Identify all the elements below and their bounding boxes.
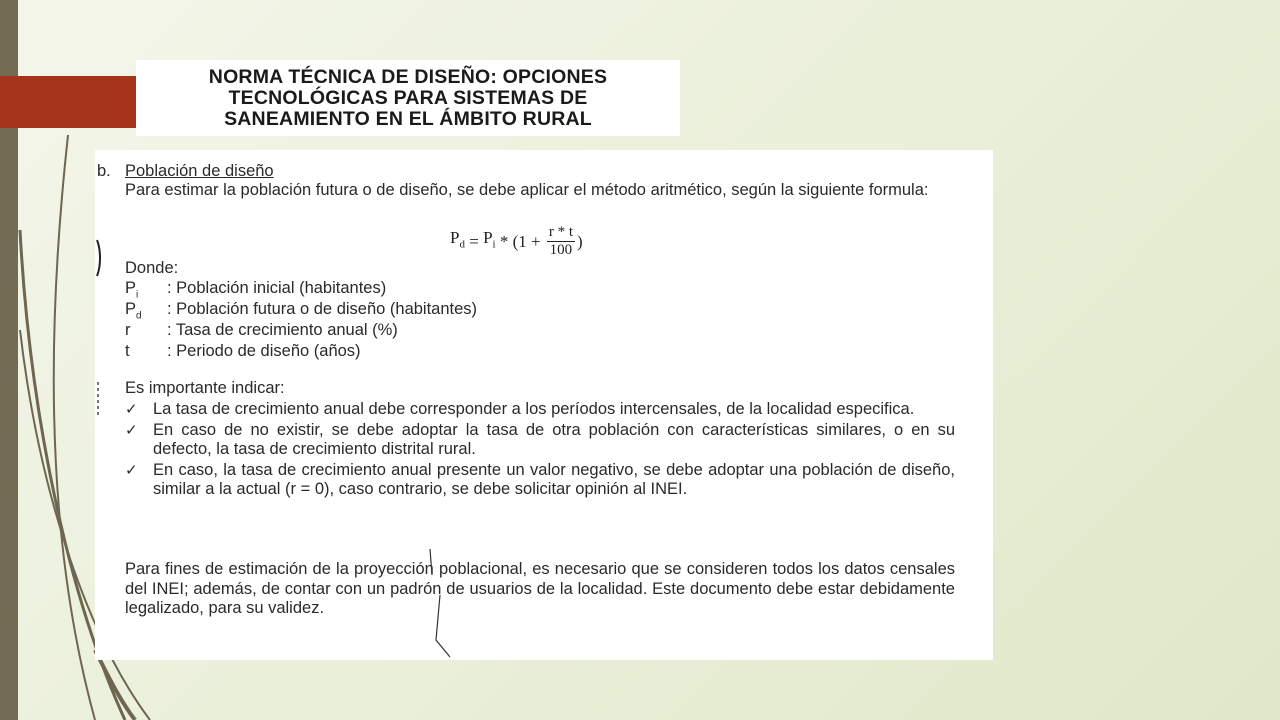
section-title: Población de diseño bbox=[125, 162, 274, 180]
formula-denominator: 100 bbox=[549, 242, 573, 258]
formula-fraction bbox=[547, 224, 575, 259]
title-line: SANEAMIENTO EN EL ÁMBITO RURAL bbox=[224, 107, 592, 130]
title-line: TECNOLÓGICAS PARA SISTEMAS DE bbox=[228, 86, 588, 109]
slide-title bbox=[209, 67, 607, 130]
formula-equals: = bbox=[469, 231, 479, 251]
check-item bbox=[125, 421, 955, 460]
variable-row bbox=[125, 279, 477, 300]
check-text: En caso, la tasa de crecimiento anual presente un valor negativo, se debe adoptar una población de diseño, similar a la actual (r = 0), caso contrario, se debe solicitar opinión al INEI. bbox=[153, 460, 955, 498]
pen-stroke-mark bbox=[420, 545, 460, 660]
donde-label: Donde: bbox=[125, 259, 179, 277]
variable-row bbox=[125, 300, 477, 321]
variable-symbol: $P_i$ bbox=[125, 279, 139, 301]
closing-paragraph: Para fines de estimación de la proyección poblacional, es necesario que se consideren todos los datos censales del INEI; además, de contar con un padrón de usuarios de la localidad. Este documento debe estar debidamente legalizado, para su validez. bbox=[125, 560, 955, 617]
population-formula bbox=[450, 224, 583, 259]
check-item bbox=[125, 461, 955, 500]
formula-mult: * (1 + bbox=[499, 231, 541, 251]
check-text: En caso de no existir, se debe adoptar la tasa de otra población con características similares, o en su defecto, la tasa de crecimiento distrital rural. bbox=[153, 420, 955, 458]
variable-row bbox=[125, 321, 477, 342]
section-letter: b. bbox=[97, 162, 111, 180]
variable-symbol: r bbox=[125, 321, 131, 339]
check-item bbox=[125, 400, 955, 420]
formula-numerator: r * t bbox=[548, 224, 574, 240]
variable-symbol: $P_d$ bbox=[125, 300, 142, 322]
section-heading bbox=[97, 162, 274, 182]
check-icon: ✓ bbox=[125, 401, 138, 418]
variable-description: : Población inicial (habitantes) bbox=[167, 279, 387, 297]
check-icon: ✓ bbox=[125, 461, 138, 479]
variable-symbol: t bbox=[125, 342, 130, 360]
title-line: NORMA TÉCNICA DE DISEÑO: OPCIONES bbox=[208, 65, 608, 88]
variable-description: : Población futura o de diseño (habitantes) bbox=[167, 300, 478, 318]
scanned-document bbox=[95, 150, 993, 660]
title-box bbox=[136, 60, 680, 136]
check-text: La tasa de crecimiento anual debe corresponder a los períodos intercensales, de la localidad especifica. bbox=[153, 400, 915, 418]
variable-list bbox=[125, 279, 477, 363]
formula-rhs-var: $P_i$ bbox=[483, 228, 496, 251]
variable-description: : Periodo de diseño (años) bbox=[167, 342, 361, 360]
variable-row bbox=[125, 342, 477, 363]
formula-close: ) bbox=[577, 231, 583, 251]
variable-description: : Tasa de crecimiento anual (%) bbox=[167, 321, 398, 339]
check-icon: ✓ bbox=[125, 421, 138, 439]
red-accent-block bbox=[0, 76, 140, 128]
intro-paragraph: Para estimar la población futura o de diseño, se debe aplicar el método aritmético, según la siguiente formula: bbox=[125, 181, 929, 199]
check-list bbox=[125, 400, 955, 501]
formula-lhs: $P_d$ bbox=[450, 228, 465, 251]
important-label: Es importante indicar: bbox=[125, 379, 285, 397]
scan-margin-mark bbox=[95, 380, 103, 420]
scan-margin-mark bbox=[95, 238, 105, 278]
